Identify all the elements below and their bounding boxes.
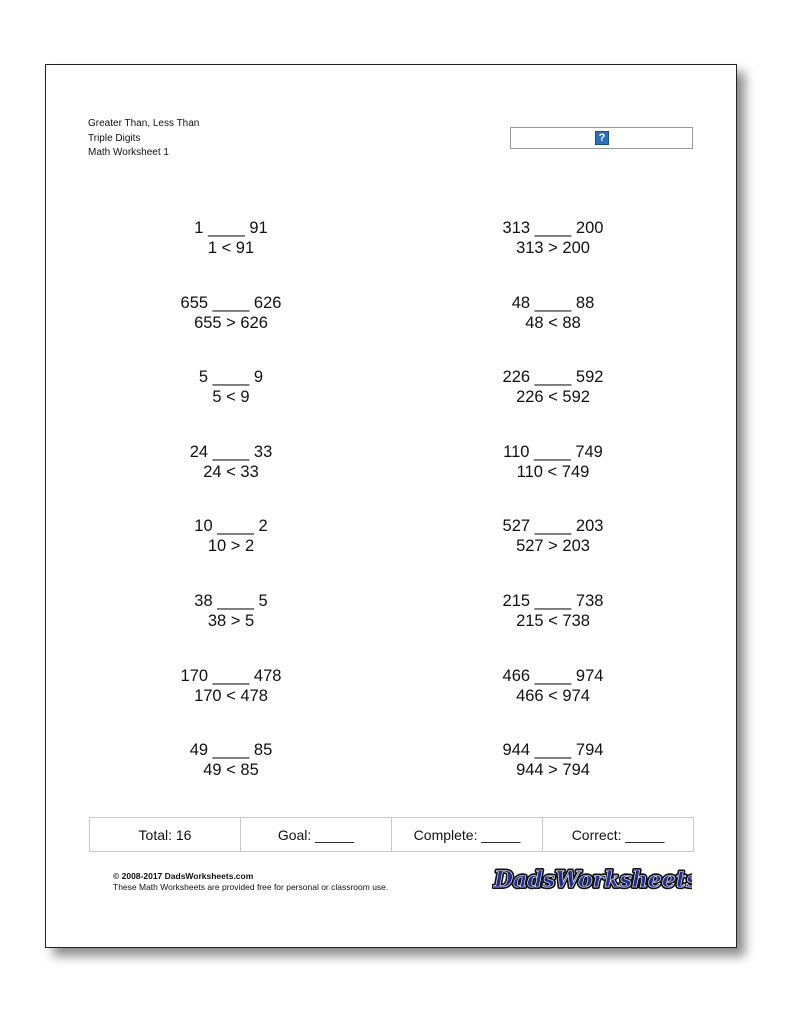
problem-question: 313 ____ 200 (502, 219, 604, 237)
problem-question: 5 ____ 9 (198, 368, 264, 387)
problem-answer: 226 < 592 (516, 388, 590, 407)
worksheet-topic: Greater Than, Less Than (88, 118, 200, 129)
comparison-problem (463, 218, 643, 258)
comparison-problem (463, 591, 643, 631)
correct-cell: Correct: _____ (571, 826, 665, 843)
problem-question: 48 ____ 88 (511, 293, 595, 312)
comparison-problem (141, 293, 321, 333)
problem-answer: 10 > 2 (207, 537, 255, 556)
worksheet-header (88, 117, 199, 161)
problem-answer: 5 < 9 (212, 388, 250, 407)
question-mark-icon[interactable]: ? (595, 131, 609, 145)
dadsworksheets-logo[interactable] (492, 863, 692, 900)
comparison-problem (141, 740, 321, 780)
problem-question: 1 ____ 91 (194, 219, 268, 237)
help-box (510, 127, 693, 149)
goal-cell: Goal: _____ (241, 818, 392, 851)
problem-question: 10 ____ 2 (194, 517, 268, 536)
worksheet-page (45, 64, 737, 948)
comparison-problem (141, 442, 321, 482)
problem-question: 226 ____ 592 (502, 368, 604, 387)
problem-answer: 215 < 738 (516, 612, 590, 630)
comparison-problem (141, 591, 321, 631)
comparison-problem (463, 740, 643, 780)
problem-question: 170 ____ 478 (180, 666, 282, 685)
comparison-problem (141, 666, 321, 706)
problem-answer: 527 > 203 (516, 537, 590, 556)
comparison-problem (141, 218, 321, 258)
comparison-problem (141, 516, 321, 556)
problem-answer: 655 > 626 (194, 313, 268, 332)
problem-answer: 48 < 88 (525, 313, 581, 332)
comparison-problem (463, 293, 643, 333)
problem-question: 527 ____ 203 (502, 517, 604, 536)
comparison-problem (463, 367, 643, 407)
problem-question: 38 ____ 5 (194, 592, 268, 610)
problem-answer: 170 < 478 (194, 686, 268, 705)
problem-answer: 49 < 85 (203, 761, 259, 780)
problem-question: 466 ____ 974 (502, 666, 604, 685)
problem-answer: 313 > 200 (516, 239, 590, 257)
svg-text:DadsWorksheets.com: DadsWorksheet (494, 867, 687, 893)
problem-answer: 24 < 33 (203, 462, 259, 481)
copyright-block (113, 871, 388, 893)
problem-answer: 38 > 5 (207, 612, 255, 630)
comparison-problem (463, 516, 643, 556)
problem-question: 110 ____ 749 (503, 442, 603, 461)
worksheet-title: Math Worksheet 1 (88, 147, 169, 158)
problem-question: 215 ____ 738 (502, 592, 604, 610)
problem-answer: 466 < 974 (516, 686, 590, 705)
comparison-problem (463, 442, 643, 482)
usage-notice: These Math Worksheets are provided free for personal or classroom use. (113, 882, 389, 892)
problem-answer: 944 > 794 (516, 761, 590, 780)
complete-cell: Complete: _____ (392, 818, 543, 851)
copyright-text: © 2008-2017 DadsWorksheets.com (113, 871, 254, 881)
problem-question: 24 ____ 33 (189, 442, 273, 461)
problem-question: 655 ____ 626 (180, 293, 282, 312)
svg-text:DadsWorksheets.com: DadsWorksheet (494, 867, 687, 893)
problem-question: 49 ____ 85 (189, 741, 273, 760)
worksheet-subtopic: Triple Digits (88, 132, 141, 144)
score-table (89, 817, 694, 852)
comparison-problem (141, 367, 321, 407)
problem-question: 944 ____ 794 (502, 741, 604, 760)
problem-answer: 1 < 91 (207, 239, 255, 257)
problem-answer: 110 < 749 (516, 462, 590, 481)
total-cell: Total: 16 (90, 818, 241, 851)
comparison-problem (463, 666, 643, 706)
